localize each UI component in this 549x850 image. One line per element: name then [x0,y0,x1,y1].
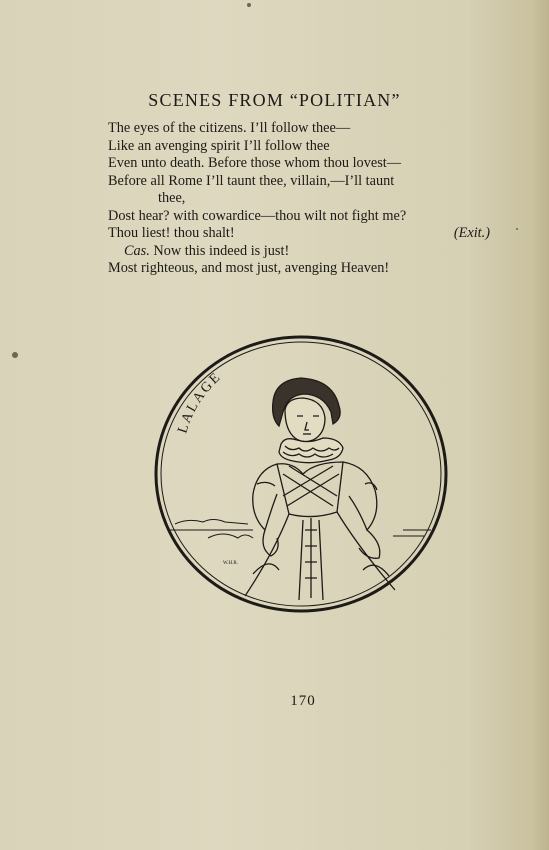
landscape-drawing [168,520,431,539]
poem-line: Before all Rome I’ll taunt thee, villain,—I’ll taunt [108,172,395,189]
poem-line: Thou liest! thou shalt! [108,225,235,241]
speaker-name: Cas. [124,242,150,259]
lalage-portrait-medallion [153,334,449,614]
poem-line: Now this indeed is just! [153,242,290,259]
artist-monogram: W.H.R. [223,561,238,566]
running-header: SCENES FROM “POLITIAN” [148,90,401,110]
lady-figure-drawing [245,378,395,600]
poem-line: Dost hear? with cowardice—thou wilt not fight me? [108,207,407,224]
caption-text: LALAGE [175,369,225,436]
poem-line: Like an avenging spirit I’ll follow thee [108,137,330,154]
stage-direction: (Exit.) [453,225,490,241]
portrait-caption [175,369,224,435]
paper-speck [12,352,18,358]
svg-text:LALAGE [175,369,224,435]
poem-line-with-direction [108,225,490,243]
poem-line-continuation: thee, [158,190,186,206]
paper-speck [247,3,251,7]
poem-text [108,120,490,278]
poem-line: Most righteous, and most just, avenging Heaven! [108,260,390,276]
paper-speck [516,228,518,230]
poem-line: The eyes of the citizens. I’ll follow thee— [108,120,351,136]
page-number: 170 [290,693,316,709]
poem-line: Even unto death. Before those whom thou lovest— [108,155,402,171]
speaker-line [108,243,490,261]
